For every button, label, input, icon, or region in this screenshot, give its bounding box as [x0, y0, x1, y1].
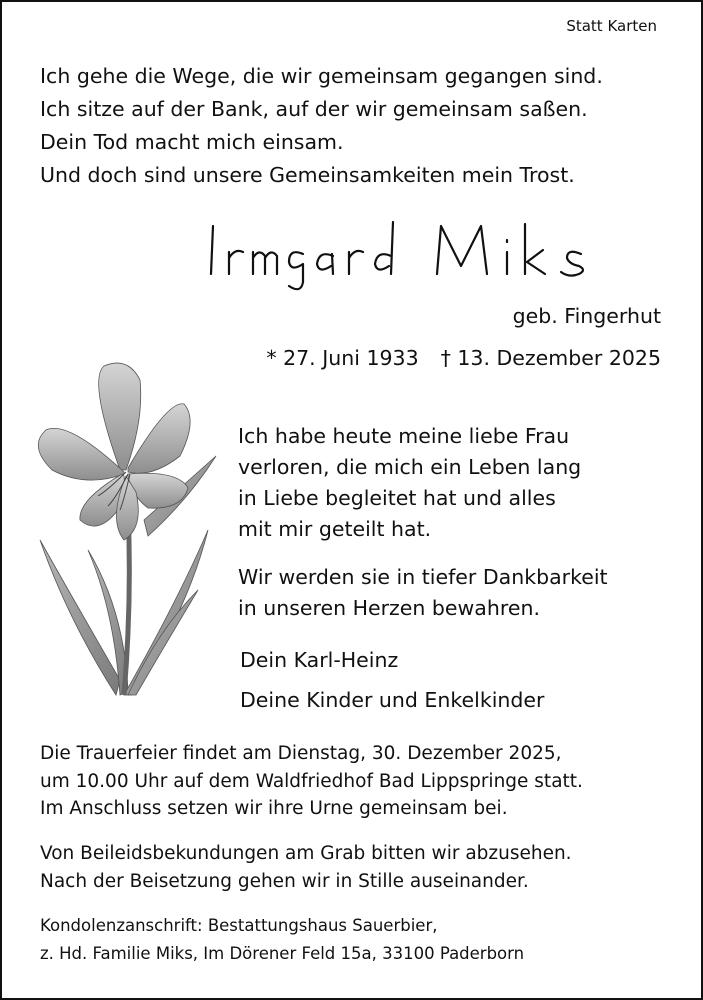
poem-line: Und doch sind unsere Gemeinsamkeiten mein Trost.	[40, 163, 575, 187]
amaryllis-illustration-icon	[28, 360, 228, 714]
message-line: in Liebe begleitet hat und alles	[238, 486, 556, 510]
funeral-note: Nach der Beisetzung gehen wir in Stille auseinander.	[40, 870, 529, 892]
name-signature	[205, 212, 665, 296]
poem-line: Ich gehe die Wege, die wir gemeinsam gegangen sind.	[40, 64, 603, 88]
funeral-notes	[40, 840, 572, 895]
funeral-details	[40, 740, 583, 823]
poem-line: Dein Tod macht mich einsam.	[40, 130, 344, 154]
message-line: verloren, die mich ein Leben lang	[238, 455, 582, 479]
poem-line: Ich sitze auf der Bank, auf der wir gemeinsam saßen.	[40, 97, 588, 121]
funeral-note: Von Beileidsbekundungen am Grab bitten wir abzusehen.	[40, 843, 572, 864]
message-line: mit mir geteilt hat.	[238, 517, 432, 541]
message-paragraph-2	[238, 562, 608, 624]
birth-name: geb. Fingerhut	[512, 304, 661, 328]
condolence-line: z. Hd. Familie Miks, Im Dörener Feld 15a, 33100 Paderborn	[40, 944, 525, 963]
signatory-family: Deine Kinder und Enkelkinder	[240, 688, 545, 712]
life-dates	[266, 346, 661, 370]
condolence-line: Kondolenzanschrift: Bestattungshaus Sauerbier,	[40, 916, 438, 935]
message-line: Wir werden sie in tiefer Dankbarkeit	[238, 565, 608, 589]
message-line: in unseren Herzen bewahren.	[238, 596, 540, 620]
signatory-spouse: Dein Karl-Heinz	[240, 648, 399, 672]
condolence-address	[40, 912, 524, 968]
message-line: Ich habe heute meine liebe Frau	[238, 424, 570, 448]
funeral-line: Die Trauerfeier findet am Dienstag, 30. Dezember 2025,	[40, 743, 562, 764]
funeral-line: um 10.00 Uhr auf dem Waldfriedhof Bad Lippspringe statt.	[40, 770, 583, 792]
funeral-line: Im Anschluss setzen wir ihre Urne gemeinsam bei.	[40, 798, 508, 819]
header-note: Statt Karten	[566, 17, 657, 35]
message-paragraph-1	[238, 421, 581, 545]
poem	[40, 60, 603, 192]
death-date: † 13. Dezember 2025	[440, 346, 661, 370]
birth-date: * 27. Juni 1933	[266, 346, 419, 370]
